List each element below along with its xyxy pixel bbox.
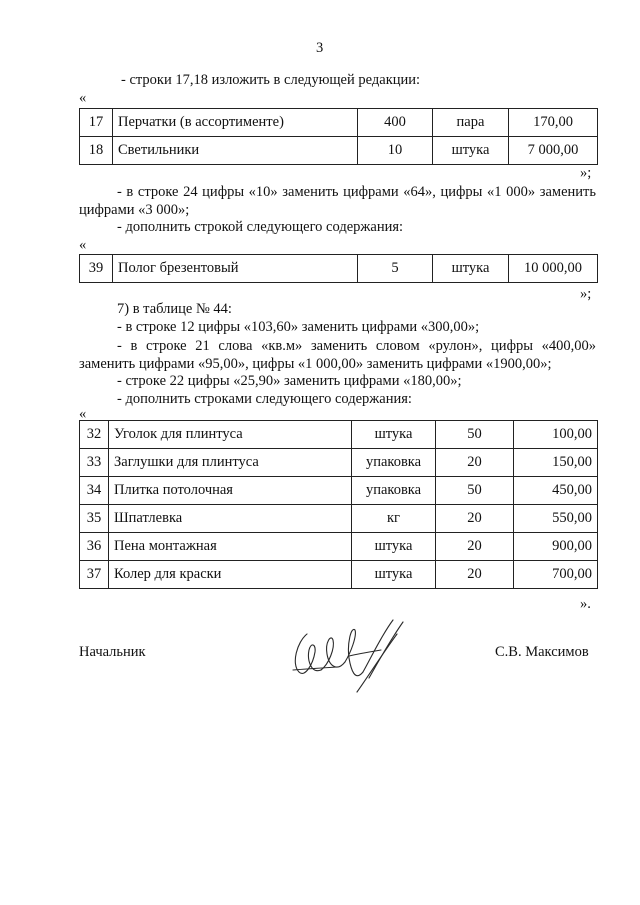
item-unit: кг xyxy=(352,505,436,533)
page-number: 3 xyxy=(316,40,324,56)
item-unit: штука xyxy=(433,137,509,165)
item-name: Заглушки для плинтуса xyxy=(109,449,352,477)
item-qty: 20 xyxy=(436,449,514,477)
row-number: 36 xyxy=(80,533,109,561)
item-name: Шпатлевка xyxy=(109,505,352,533)
item-unit: штука xyxy=(352,533,436,561)
item-unit: штука xyxy=(352,421,436,449)
row-number: 17 xyxy=(80,109,113,137)
row-number: 18 xyxy=(80,137,113,165)
table-rows-32-37 xyxy=(79,420,598,589)
table-row xyxy=(80,137,598,165)
close-quote-3: ». xyxy=(580,596,591,612)
table-row xyxy=(80,533,598,561)
signer-name: С.В. Максимов xyxy=(495,644,589,660)
table-rows-17-18 xyxy=(79,108,598,165)
item-price: 450,00 xyxy=(514,477,598,505)
item-price: 7 000,00 xyxy=(509,137,598,165)
item-price: 700,00 xyxy=(514,561,598,589)
item-price: 100,00 xyxy=(514,421,598,449)
item-unit: штука xyxy=(433,255,509,283)
signer-position: Начальник xyxy=(79,644,146,660)
item-unit: упаковка xyxy=(352,477,436,505)
row-number: 37 xyxy=(80,561,109,589)
line-22: - строке 22 цифры «25,90» заменить цифрами «180,00»; xyxy=(117,373,462,389)
item-qty: 50 xyxy=(436,477,514,505)
intro-17-18: - строки 17,18 изложить в следующей редакции: xyxy=(121,72,421,88)
item-name: Пена монтажная xyxy=(109,533,352,561)
item-price: 10 000,00 xyxy=(509,255,598,283)
open-quote-1: « xyxy=(79,90,87,106)
add-rows-intro: - дополнить строками следующего содержания: xyxy=(117,391,412,407)
table-row xyxy=(80,505,598,533)
close-quote-1: »; xyxy=(580,165,592,181)
table-row xyxy=(80,109,598,137)
row-number: 39 xyxy=(80,255,113,283)
row-number: 34 xyxy=(80,477,109,505)
row-number: 33 xyxy=(80,449,109,477)
item-qty: 5 xyxy=(358,255,433,283)
item-price: 150,00 xyxy=(514,449,598,477)
table-row xyxy=(80,449,598,477)
line-21-paragraph xyxy=(79,337,596,373)
handwritten-signature xyxy=(285,612,425,700)
item-name: Перчатки (в ассортименте) xyxy=(113,109,358,137)
table-44-intro: 7) в таблице № 44: xyxy=(117,301,232,317)
table-row-39 xyxy=(79,254,598,283)
item-name: Колер для краски xyxy=(109,561,352,589)
item-name: Плитка потолочная xyxy=(109,477,352,505)
item-qty: 20 xyxy=(436,505,514,533)
item-qty: 10 xyxy=(358,137,433,165)
item-unit: пара xyxy=(433,109,509,137)
item-qty: 50 xyxy=(436,421,514,449)
item-price: 550,00 xyxy=(514,505,598,533)
table-row xyxy=(80,421,598,449)
item-price: 900,00 xyxy=(514,533,598,561)
open-quote-3: « xyxy=(79,406,87,422)
item-price: 170,00 xyxy=(509,109,598,137)
item-name: Уголок для плинтуса xyxy=(109,421,352,449)
item-unit: штука xyxy=(352,561,436,589)
line-21-text: - в строке 21 слова «кв.м» заменить словом «рулон», цифры «400,00» заменить цифрами «95,00», цифры «1 000,00» заменить цифрами «1900,00»; xyxy=(79,338,596,372)
item-name: Светильники xyxy=(113,137,358,165)
open-quote-2: « xyxy=(79,237,87,253)
row-number: 32 xyxy=(80,421,109,449)
close-quote-2: »; xyxy=(580,286,592,302)
item-unit: упаковка xyxy=(352,449,436,477)
table-row xyxy=(80,255,598,283)
table-row xyxy=(80,561,598,589)
item-name: Полог брезентовый xyxy=(113,255,358,283)
line-12: - в строке 12 цифры «103,60» заменить цифрами «300,00»; xyxy=(117,319,480,335)
item-qty: 20 xyxy=(436,533,514,561)
row-number: 35 xyxy=(80,505,109,533)
item-qty: 20 xyxy=(436,561,514,589)
line-24-paragraph xyxy=(79,183,596,219)
table-row xyxy=(80,477,598,505)
add-row-intro: - дополнить строкой следующего содержания: xyxy=(117,219,404,235)
item-qty: 400 xyxy=(358,109,433,137)
line-24-text: - в строке 24 цифры «10» заменить цифрами «64», цифры «1 000» заменить цифрами «3 000»; xyxy=(79,184,596,218)
